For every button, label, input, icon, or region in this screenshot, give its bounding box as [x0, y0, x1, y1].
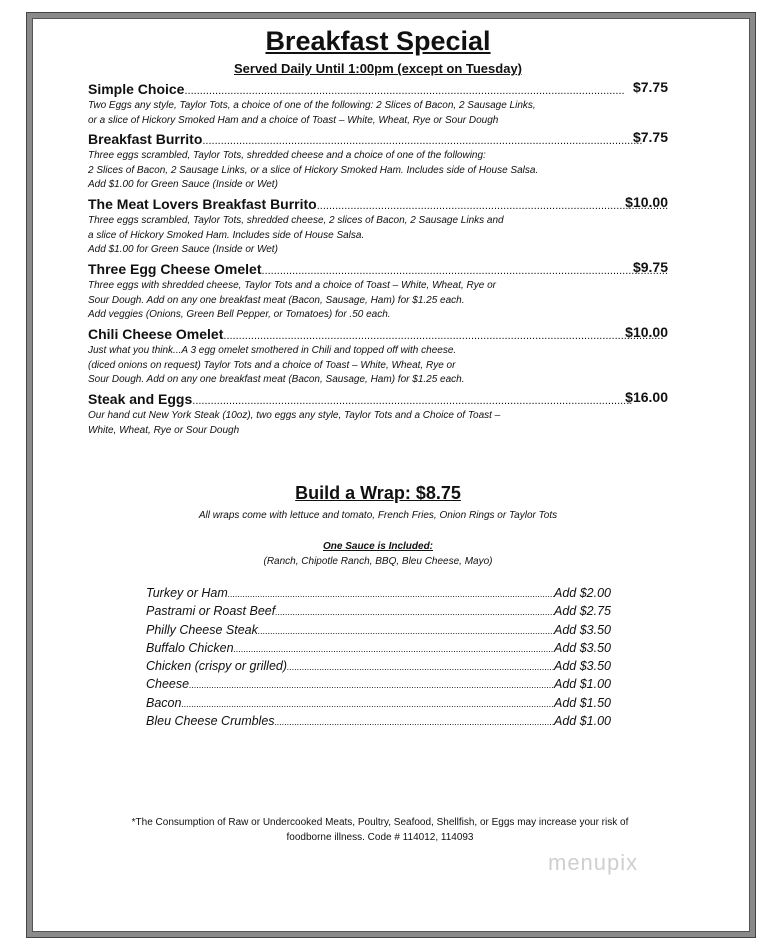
- menu-item-name: The Meat Lovers Breakfast Burrito: [88, 196, 317, 212]
- sauce-list: (Ranch, Chipotle Ranch, BBQ, Bleu Cheese, Mayo): [263, 556, 493, 567]
- menu-item-description: Sour Dough. Add on any one breakfast meat (Bacon, Sausage, Ham) for $1.25 each.: [88, 374, 465, 385]
- topping-price: Add $1.00: [554, 714, 611, 729]
- menu-item-description: Add $1.00 for Green Sauce (Inside or Wet): [88, 244, 278, 255]
- menu-item-row: [88, 391, 668, 409]
- topping-name: Buffalo Chicken: [146, 640, 234, 655]
- wrap-topping: [146, 586, 611, 604]
- menu-item: [88, 196, 668, 258]
- menu-item-description: 2 Slices of Bacon, 2 Sausage Links, or a slice of Hickory Smoked Ham. Includes side of House Salsa.: [88, 164, 539, 176]
- menu-item-row: [88, 326, 668, 344]
- wrap-toppings-list: [146, 586, 611, 732]
- topping-price: Add $2.75: [554, 604, 611, 619]
- wrap-topping: [146, 604, 611, 622]
- menu-item-row: [88, 261, 668, 279]
- topping-price: Add $3.50: [554, 659, 611, 674]
- dot-leader: [287, 662, 554, 672]
- menu-item-name: Chili Cheese Omelet: [88, 326, 224, 342]
- topping-name: Philly Cheese Steak: [146, 622, 258, 637]
- topping-name: Turkey or Ham: [146, 586, 228, 600]
- menu-item-description: Add veggies (Onions, Green Bell Pepper, or Tomatoes) for .50 each.: [88, 309, 391, 320]
- wrap-topping: [146, 696, 611, 714]
- menu-item-description: Three eggs scrambled, Taylor Tots, shredded cheese and a choice of one of the following:: [88, 150, 486, 161]
- menu-item-description: (diced onions on request) Taylor Tots and a choice of Toast – White, Wheat, Rye or: [88, 359, 456, 371]
- menu-item-name: Three Egg Cheese Omelet: [88, 261, 262, 277]
- menu-item-description: Just what you think...A 3 egg omelet smothered in Chili and topped off with cheese.: [88, 345, 457, 356]
- dot-leader: [181, 699, 554, 709]
- menu-item: [88, 261, 668, 323]
- wrap-topping: [146, 641, 611, 659]
- menu-item-description: or a slice of Hickory Smoked Ham and a choice of Toast – White, Wheat, Rye or Sour Dough: [88, 114, 499, 126]
- dot-leader: [228, 589, 554, 599]
- topping-price: Add $3.50: [554, 640, 611, 655]
- dot-leader: [189, 680, 554, 690]
- dot-leader: [202, 135, 642, 147]
- topping-name: Pastrami or Roast Beef: [146, 604, 276, 619]
- topping-name: Chicken (crispy or grilled): [146, 659, 288, 674]
- wrap-topping: [146, 677, 611, 695]
- wrap-subtitle: All wraps come with lettuce and tomato, French Fries, Onion Rings or Taylor Tots: [198, 510, 558, 521]
- wrap-topping: [146, 714, 611, 732]
- topping-price: Add $3.50: [554, 622, 611, 637]
- menu-item-name: Simple Choice: [88, 81, 185, 97]
- topping-price: Add $1.50: [554, 695, 611, 710]
- wrap-topping: [146, 623, 611, 641]
- menu-item-row: [88, 196, 668, 214]
- page-subtitle: Served Daily Until 1:00pm (except on Tuesday): [233, 61, 522, 76]
- menu-item-description: Two Eggs any style, Taylor Tots, a choice of one of the following: 2 Slices of Bacon, 2 Sausage Links,: [88, 100, 536, 111]
- dot-leader: [184, 85, 624, 97]
- menu-item-description: Our hand cut New York Steak (10oz), two eggs any style, Taylor Tots and a Choice of Toast –: [88, 410, 501, 421]
- sauce-heading: One Sauce is Included:: [322, 541, 434, 552]
- menu-item-row: [88, 81, 668, 99]
- menu-item-price: $16.00: [625, 389, 668, 405]
- menu-item-price: $10.00: [625, 194, 668, 210]
- menu-item-name: Steak and Eggs: [88, 391, 193, 407]
- menu-item-price: $7.75: [632, 129, 668, 145]
- topping-name: Bleu Cheese Crumbles: [146, 714, 275, 729]
- menu-item-description: a slice of Hickory Smoked Ham. Includes side of House Salsa.: [88, 229, 365, 241]
- menu-item-description: Three eggs with shredded cheese, Taylor Tots and a choice of Toast – White, Wheat, Rye or: [88, 280, 497, 291]
- menu-item-description: White, Wheat, Rye or Sour Dough: [88, 424, 240, 436]
- page-title: Breakfast Special: [265, 26, 491, 56]
- menu-item-price: $9.75: [632, 259, 668, 275]
- menu-item-name: Breakfast Burrito: [88, 131, 203, 147]
- menu-item: [88, 326, 668, 388]
- menu-item-row: [88, 131, 668, 149]
- wrap-topping: [146, 659, 611, 677]
- dot-leader: [258, 626, 554, 636]
- topping-price: Add $2.00: [554, 586, 611, 600]
- dot-leader: [192, 395, 632, 407]
- dot-leader: [262, 265, 668, 277]
- dot-leader: [275, 717, 554, 727]
- dot-leader: [317, 200, 668, 212]
- watermark: menupix: [548, 850, 639, 875]
- wrap-title: Build a Wrap: $8.75: [295, 483, 461, 503]
- menu-item-price: $10.00: [625, 324, 668, 340]
- topping-name: Bacon: [146, 695, 182, 710]
- menu-item-description: Three eggs scrambled, Taylor Tots, shredded cheese, 2 slices of Bacon, 2 Sausage Links and: [88, 215, 504, 226]
- menu-item: [88, 131, 668, 193]
- dot-leader: [234, 644, 554, 654]
- menu-item-description: Sour Dough. Add on any one breakfast meat (Bacon, Sausage, Ham) for $1.25 each.: [88, 294, 465, 306]
- topping-name: Cheese: [146, 677, 190, 692]
- dot-leader: [275, 607, 554, 617]
- menu-item: [88, 391, 668, 438]
- topping-price: Add $1.00: [554, 677, 611, 692]
- dot-leader: [223, 330, 663, 342]
- menu-item-price: $7.75: [632, 79, 668, 95]
- menu-item-description: Add $1.00 for Green Sauce (Inside or Wet): [88, 179, 278, 190]
- footer-disclaimer: *The Consumption of Raw or Undercooked Meats, Poultry, Seafood, Shellfish, or Eggs may increase your risk of foodborne illness. Code # 114012, 114093: [131, 817, 629, 843]
- menu-item: [88, 81, 668, 128]
